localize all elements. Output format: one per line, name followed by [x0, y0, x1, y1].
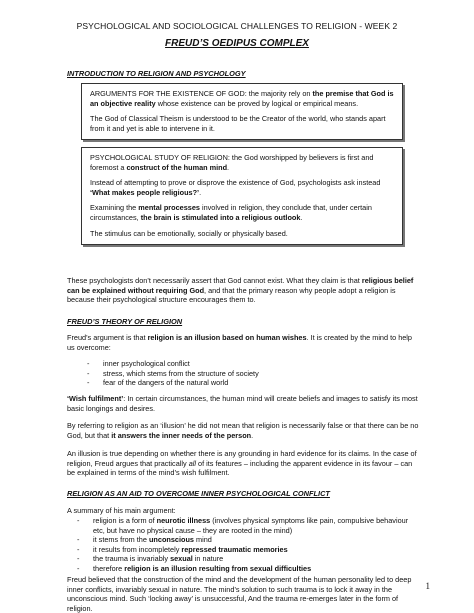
- text: Examining the: [90, 203, 139, 213]
- emphasis: mental processes: [138, 203, 200, 213]
- list-item: - fear of the dangers of the natural world: [84, 378, 414, 388]
- emphasis: neurotic illness: [156, 516, 211, 525]
- text: .: [199, 187, 202, 197]
- box1-paragraph-2: The God of Classical Theism is understood to be the Creator of the world, who stands apart from it and yet is able to intervene in it.: [90, 114, 386, 133]
- text: Freud’s argument is that: [67, 333, 148, 342]
- text: Instead of attempting to prove or disprove the existence of God, psychologists ask instead: [90, 178, 381, 188]
- list-item: [74, 535, 414, 545]
- text: .: [300, 212, 303, 222]
- text: , and that the primary reason why people adopt a religion is because their psychological structure encourages them to.: [67, 285, 396, 305]
- text: .: [251, 430, 254, 440]
- summary-intro: A summary of his main argument:: [67, 506, 176, 515]
- page-title: FREUD’S OEDIPUS COMPLEX: [165, 38, 309, 49]
- evidence-paragraph: [67, 449, 419, 478]
- list-item: - stress, which stems from the structure of society: [84, 369, 414, 379]
- text: involved in religion, they conclude that, under certain circumstances,: [90, 203, 372, 222]
- psychological-study-box: [81, 147, 403, 245]
- text: religion is a form of: [93, 516, 157, 525]
- text: the trauma is invariably: [93, 554, 171, 564]
- intro-heading: INTRODUCTION TO RELIGION AND PSYCHOLOGY: [67, 69, 246, 78]
- text: mind: [193, 535, 212, 545]
- intro-paragraph: [67, 276, 419, 305]
- wish-fulfilment-paragraph: [67, 394, 419, 413]
- box2-paragraph-4: The stimulus can be emotionally, socially or physically based.: [90, 228, 288, 238]
- text: : In certain circumstances, the human mind will create beliefs and images to satisfy its most basic longings and desires.: [67, 394, 418, 413]
- box2-paragraph-2: [90, 178, 394, 197]
- existence-of-god-box: [81, 83, 403, 140]
- emphasis: construct of the human mind: [126, 162, 228, 172]
- text: .: [227, 162, 230, 172]
- text: ARGUMENTS FOR THE EXISTENCE OF GOD: the majority rely on: [90, 89, 313, 98]
- page-header: PSYCHOLOGICAL AND SOCIOLOGICAL CHALLENGES TO RELIGION - WEEK 2: [76, 21, 398, 31]
- emphasis: the premise that God is an objective reality: [90, 89, 394, 108]
- text: of its features – including the apparent evidence in its favour – can be explained in terms of the mind’s wish fulfilment.: [67, 458, 413, 478]
- theory-heading: FREUD’S THEORY OF RELIGION: [67, 317, 183, 326]
- box1-paragraph-1: [90, 89, 394, 108]
- conclusion-paragraph: Freud believed that the construction of the mind and the development of the human personality led to deep inner conflicts, invariably sexual in nature. The mind’s solution to such trauma is to lock it away in the unconscious mind. Such ‘locking away’ is unsuccessful, And the trauma re-emerges later in the form of religion.: [67, 575, 412, 613]
- text: (involves physical symptoms like pain, compulsive behaviour etc, but have no physical cause – they are rooted in the mind): [93, 516, 409, 535]
- list-item: [74, 545, 414, 555]
- emphasis: it answers the inner needs of the person: [111, 430, 252, 440]
- text: in nature: [192, 554, 224, 564]
- text: An illusion is true depending on whether there is any grounding in hard evidence for its claims. In the case of religion, Freud argues that practically: [67, 449, 417, 468]
- overcome-list: [84, 359, 414, 388]
- text: PSYCHOLOGICAL STUDY OF RELIGION: the God worshipped by believers is first and foremost a: [90, 153, 374, 172]
- illusion-paragraph: [67, 421, 419, 440]
- text: whose existence can be proved by logical or empirical means.: [155, 98, 359, 108]
- emphasis: sexual: [170, 554, 193, 564]
- emphasis: the brain is stimulated into a religious outlook: [140, 212, 301, 222]
- emphasis-italic: all: [188, 458, 196, 468]
- emphasis: religion is an illusion resulting from sexual difficulties: [124, 563, 312, 573]
- text: . It is created by the mind to help us overcome:: [67, 333, 412, 352]
- list-item: [74, 564, 414, 574]
- emphasis: repressed traumatic memories: [181, 544, 288, 554]
- text: These psychologists don’t necessarily assert that God cannot exist. What they claim is that: [67, 276, 362, 285]
- emphasis: religious belief can be explained without requiring God: [67, 276, 414, 295]
- emphasis: unconscious: [148, 535, 194, 545]
- text: therefore: [93, 563, 125, 573]
- text: By referring to religion as an ‘illusion’ he did not mean that religion is necessarily false or that there can be no God, but that: [67, 421, 419, 440]
- theory-paragraph: [67, 333, 419, 352]
- list-item: [74, 516, 414, 535]
- emphasis: ‘Wish fulfilment’: [67, 394, 124, 403]
- summary-list: [74, 516, 414, 574]
- page-number: 1: [425, 581, 430, 591]
- text: it stems from the: [93, 535, 149, 545]
- text: it results from incompletely: [93, 544, 182, 554]
- box2-paragraph-3: [90, 203, 394, 222]
- list-item: [74, 554, 414, 564]
- box2-paragraph-1: [90, 153, 394, 172]
- emphasis: religion is an illusion based on human wishes: [147, 333, 307, 342]
- list-item: - inner psychological conflict: [84, 359, 414, 369]
- aid-heading: RELIGION AS AN AID TO OVERCOME INNER PSYCHOLOGICAL CONFLICT: [67, 489, 330, 498]
- emphasis: ‘What makes people religious?’: [90, 187, 200, 197]
